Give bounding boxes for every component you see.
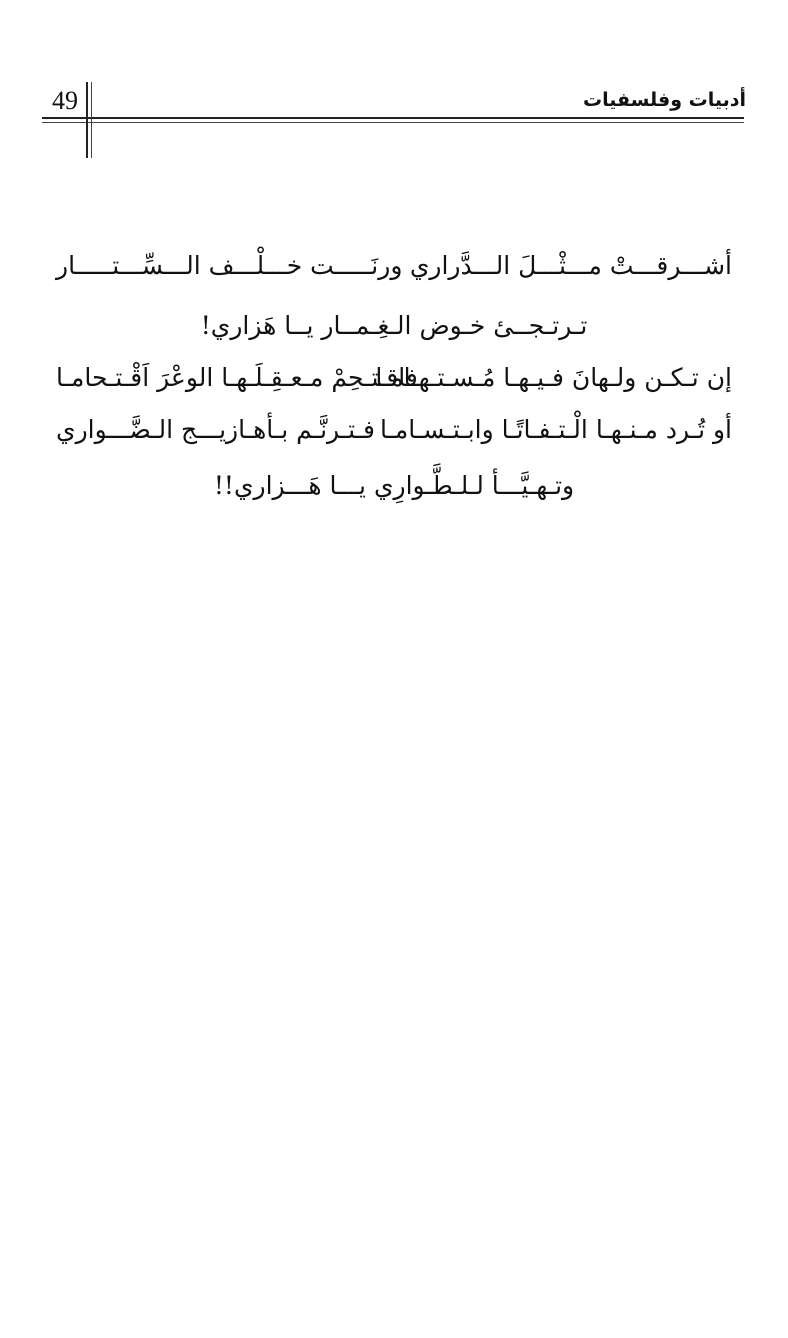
verse-1-second-hemistich: ورنَـــــت خـــلْـــف الـــسِّـــتـــــار — [56, 251, 403, 280]
verse-line-3 — [56, 358, 732, 398]
poem-body — [56, 0, 732, 1338]
verse-3-second-hemistich: فاقـتـحِمْ مـعـقِـلَـهـا الوعْرَ اَقْـتـحامـا — [56, 363, 418, 392]
page-number: 49 — [52, 86, 78, 115]
verse-4-second-hemistich: فـتـرنَّـم بـأهـازيـــج الـضَّـــواري — [56, 415, 375, 444]
verse-4-first-hemistich: أو تُـرد مـنـهـا الْـتـفـاتًـا وابـتـسـامـا — [379, 415, 732, 444]
verse-1-first-hemistich: أشـــرقـــتْ مـــثْـــلَ الـــدَّراري — [409, 251, 732, 280]
verse-line-2: تـرتـجــىٔ خـوض الـغِـمــار يــا هَزاري! — [200, 311, 588, 340]
verse-line-1 — [56, 246, 732, 286]
verse-3-first-hemistich: إن تـكـن ولـهانَ فـيـهـا مُـسـتـهـامـا — [375, 363, 732, 392]
running-title: أدبيات وفلسفيات — [583, 89, 746, 111]
verse-line-5: وتـهـيَّـــأ لـلـطَّـوارِي يـــا هَـــزاري!! — [213, 471, 575, 500]
verse-line-4 — [56, 410, 732, 450]
